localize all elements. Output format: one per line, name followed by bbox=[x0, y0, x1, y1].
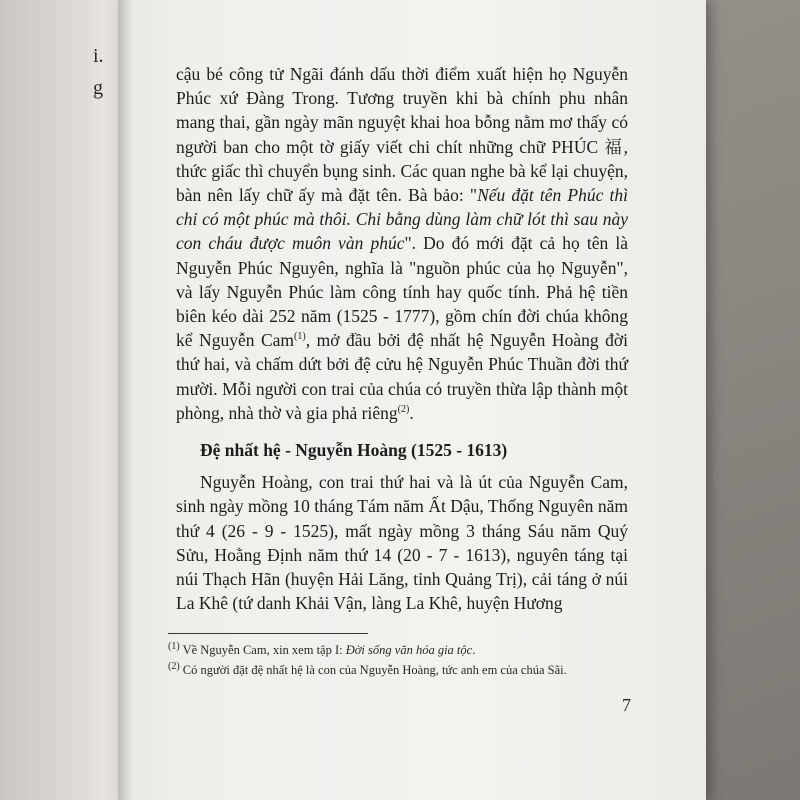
footnotes bbox=[168, 640, 628, 680]
footnote-1 bbox=[168, 640, 628, 660]
text-span: , mở đầu bởi đệ nhất hệ Nguyễn Hoàng đời thứ hai, và chấm dứt bởi đệ cửu hệ Nguyễn Phúc Thuần đời thứ mười. Mỗi người con trai của chúa có truyền thừa lập thành một phòng, nhà thờ và gia phả riêng bbox=[176, 330, 628, 423]
paragraph-1 bbox=[176, 62, 628, 425]
footnote-text: . bbox=[472, 643, 476, 657]
han-character: 福 bbox=[604, 136, 624, 157]
footnote-mark: (1) bbox=[168, 640, 180, 652]
left-page-line: g bbox=[93, 77, 103, 99]
footnote-2 bbox=[168, 660, 628, 680]
footnote-ref-2: (2) bbox=[397, 404, 410, 416]
left-page-text bbox=[93, 40, 104, 104]
main-text bbox=[176, 62, 628, 615]
page-gutter-shadow bbox=[118, 0, 132, 800]
text-span: cậu bé công tử Ngãi đánh dấu thời điểm xuất hiện họ Nguyễn Phúc xứ Đàng Trong. Tương truyền khi bà chính phu nhân mang thai, gần ngày mãn nguyệt khai hoa bỗng nằm mơ thấy có người ban cho một tờ giấy viết chi chít những chữ PHÚC bbox=[176, 64, 628, 157]
left-page-line: i. bbox=[93, 45, 104, 67]
footnote-text: Về Nguyễn Cam, xin xem tập I: bbox=[179, 643, 346, 657]
text-span: ". Do đó mới đặt cả họ tên là Nguyễn Phúc Nguyên, nghĩa là "nguồn phúc của họ Nguyễn", và lấy Nguyễn Phúc làm công tính hay quốc tính. Phả hệ tiền biên kéo dài 252 năm (1525 - 1777), gồm chín đời chúa không kể Nguyễn Cam bbox=[176, 233, 628, 351]
text-span: . bbox=[409, 402, 414, 423]
left-page-edge bbox=[0, 0, 92, 800]
quote-italic: Nếu đặt tên Phúc thì chỉ có một phúc mà thôi. Chi bằng dùng làm chữ lót thì sau này con cháu được muôn vàn phúc bbox=[176, 185, 628, 254]
page-number: 7 bbox=[622, 695, 631, 715]
footnote-divider bbox=[168, 633, 368, 634]
paragraph-2: Nguyễn Hoàng, con trai thứ hai và là út của Nguyễn Cam, sinh ngày mồng 10 tháng Tám năm Ất Dậu, Thống Nguyên năm thứ 4 (26 - 9 - 1525), mất ngày mồng 3 tháng Sáu năm Quý Sửu, Hoằng Định năm thứ 14 (20 - 7 - 1613), nguyên táng tại núi Thạch Hãn (huyện Hải Lăng, tỉnh Quảng Trị), cải táng ở núi La Khê (tứ danh Khải Vận, làng La Khê, huyện Hương bbox=[176, 472, 628, 614]
footnote-italic: Đời sống văn hóa gia tộc bbox=[345, 643, 473, 657]
footnote-text: Có người đặt đệ nhất hệ là con của Nguyễn Hoàng, tức anh em của chúa Sãi. bbox=[179, 663, 567, 677]
section-heading: Đệ nhất hệ - Nguyễn Hoàng (1525 - 1613) bbox=[200, 440, 508, 461]
text-span: , thức giấc thì chuyển bụng sinh. Các quan nghe bà kể lại chuyện, bàn nên lấy chữ ấy mà đặt tên. Bà bảo: " bbox=[176, 136, 629, 206]
footnote-mark: (2) bbox=[168, 660, 180, 672]
footnote-ref-1: (1) bbox=[294, 331, 306, 343]
